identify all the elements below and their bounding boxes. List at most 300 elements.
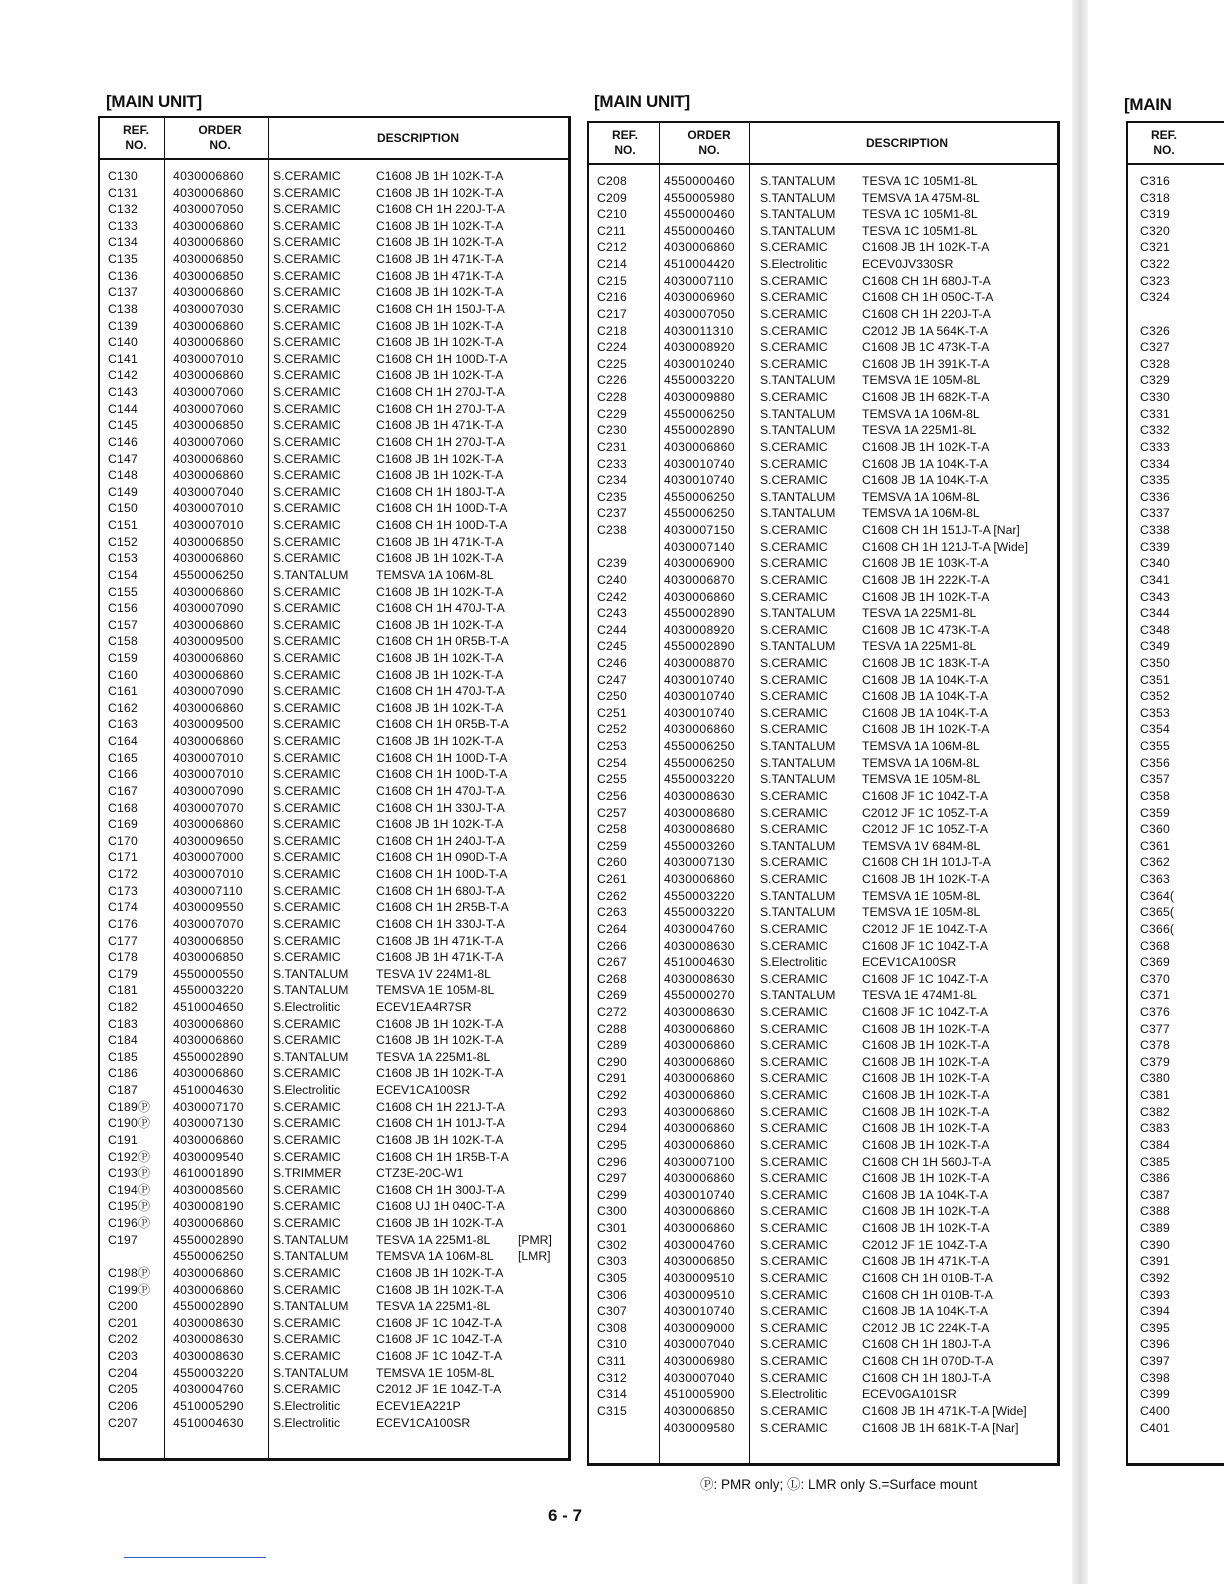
order-no: 4030006850	[664, 1403, 735, 1418]
part-type: S.CERAMIC	[760, 1337, 828, 1352]
ref-no: C289	[597, 1038, 627, 1053]
ref-no: C326	[1140, 323, 1170, 338]
ref-no: C194Ⓟ	[108, 1182, 151, 1197]
order-no: 4550006250	[664, 406, 735, 421]
part-description: C1608 CH 1H 050C-T-A	[862, 290, 994, 305]
table-row	[1128, 489, 1224, 506]
order-no: 4030007110	[173, 883, 243, 898]
table-row	[1128, 1187, 1224, 1204]
table-row	[1128, 854, 1224, 871]
part-description: C1608 JB 1H 102K-T-A	[862, 1204, 990, 1219]
table-row	[1128, 1320, 1224, 1337]
part-type: S.CERAMIC	[760, 1420, 828, 1435]
order-no: 4030006900	[664, 556, 735, 571]
table-row	[1128, 1253, 1224, 1270]
part-description: C2012 JF 1E 104Z-T-A	[862, 1237, 988, 1252]
ref-no: C269	[597, 988, 627, 1003]
order-no: 4030006860	[173, 734, 244, 749]
part-description: C1608 JB 1H 102K-T-A	[376, 734, 504, 749]
part-type: S.CERAMIC	[760, 1287, 828, 1302]
table-row	[589, 1287, 1057, 1304]
ref-no: C242	[597, 589, 627, 604]
table-row	[1128, 755, 1224, 772]
part-type: S.CERAMIC	[273, 783, 341, 798]
table-row	[100, 1099, 568, 1116]
table-row	[1128, 439, 1224, 456]
order-no: 4030007050	[664, 306, 735, 321]
part-type: S.CERAMIC	[760, 805, 828, 820]
ref-no: C327	[1140, 340, 1170, 355]
ref-no: C394	[1140, 1304, 1170, 1319]
order-no: 4030008630	[173, 1315, 244, 1330]
part-description: C1608 JB 1H 102K-T-A	[862, 872, 990, 887]
part-type: S.TANTALUM	[760, 888, 836, 903]
ref-no: C144	[108, 401, 138, 416]
ref-no: C178	[108, 950, 138, 965]
header-order	[172, 118, 268, 158]
ref-no: C157	[108, 617, 138, 632]
table-row	[589, 871, 1057, 888]
ref-no: C240	[597, 572, 627, 587]
table-row	[589, 854, 1057, 871]
header-ref-no-label: NO.	[1153, 143, 1175, 157]
table-row	[589, 1187, 1057, 1204]
table-row	[100, 766, 568, 783]
ref-no: C140	[108, 335, 138, 350]
part-type: S.CERAMIC	[760, 1104, 828, 1119]
table-row	[100, 1415, 568, 1432]
ref-no: C238	[597, 523, 627, 538]
table-row	[589, 539, 1057, 556]
part-description: TEMSVA 1E 105M-8L	[862, 905, 981, 920]
table-row	[589, 356, 1057, 373]
part-type: S.CERAMIC	[760, 1254, 828, 1269]
table-row	[1128, 938, 1224, 955]
table-row	[1128, 572, 1224, 589]
ref-no: C143	[108, 385, 138, 400]
ref-no: C400	[1140, 1403, 1170, 1418]
part-type: S.TANTALUM	[760, 606, 836, 621]
order-no: 4030010740	[664, 705, 735, 720]
ref-no: C179	[108, 966, 138, 981]
part-description: C1608 JB 1H 471K-T-A	[376, 933, 504, 948]
part-type: S.TANTALUM	[273, 1232, 349, 1247]
part-description: C1608 JB 1A 104K-T-A	[862, 473, 989, 488]
ref-no: C297	[597, 1171, 627, 1186]
ref-no: C268	[597, 971, 627, 986]
part-description: C1608 CH 1H 151J-T-A [Nar]	[862, 523, 1020, 538]
order-no: 4550003220	[664, 373, 735, 388]
table-row	[589, 323, 1057, 340]
part-description: C1608 JB 1H 102K-T-A	[862, 1021, 990, 1036]
ref-no: C379	[1140, 1054, 1170, 1069]
part-description: C1608 CH 1H 1R5B-T-A	[376, 1149, 509, 1164]
ref-no: C376	[1140, 1005, 1170, 1019]
table-header	[1128, 123, 1224, 165]
table-row	[100, 1381, 568, 1398]
ref-no: C348	[1140, 622, 1170, 637]
part-description: TESVA 1A 225M1-8L	[376, 1049, 491, 1064]
ref-no: C382	[1140, 1104, 1170, 1119]
order-no: 4030007030	[173, 301, 244, 316]
table-row	[589, 206, 1057, 223]
ref-no: C388	[1140, 1204, 1170, 1219]
table-row	[589, 472, 1057, 489]
order-no: 4030010740	[664, 456, 735, 471]
header-order	[661, 123, 757, 163]
part-type: S.CERAMIC	[760, 340, 828, 355]
ref-no: C239	[597, 556, 627, 571]
ref-no: C352	[1140, 689, 1170, 704]
table-row	[100, 1149, 568, 1166]
ref-no: C398	[1140, 1370, 1170, 1385]
part-description: C1608 JB 1H 391K-T-A	[862, 356, 990, 371]
page-number: 6 - 7	[548, 1506, 583, 1525]
ref-no: C383	[1140, 1121, 1170, 1136]
ref-no: C146	[108, 434, 138, 449]
ref-no: C200	[108, 1299, 138, 1314]
part-description: C2012 JF 1E 104Z-T-A	[862, 921, 988, 936]
ref-no: C139	[108, 318, 138, 333]
order-no: 4510004420	[664, 257, 735, 272]
order-no: 4030006860	[664, 1221, 735, 1236]
part-type: S.CERAMIC	[760, 273, 828, 288]
table-row	[589, 223, 1057, 240]
part-description: C1608 JB 1C 473K-T-A	[862, 622, 990, 637]
header-description-label: DESCRIPTION	[376, 130, 459, 145]
table-row	[589, 1220, 1057, 1237]
ref-no: C257	[597, 805, 627, 820]
order-no: 4550002890	[664, 606, 735, 621]
ref-no: C370	[1140, 971, 1170, 986]
ref-no: C209	[597, 190, 627, 205]
part-description: C1608 JB 1A 104K-T-A	[862, 456, 989, 471]
ref-no: C149	[108, 484, 138, 499]
ref-no: C132	[108, 202, 138, 217]
order-no: 4030006860	[173, 468, 244, 483]
ref-no: C206	[108, 1398, 138, 1413]
part-description: C1608 CH 1H 330J-T-A	[376, 800, 505, 815]
part-description: C1608 JB 1H 102K-T-A	[376, 1033, 504, 1048]
table-row	[589, 805, 1057, 822]
table-row	[589, 938, 1057, 955]
table-row	[1128, 921, 1224, 938]
table-row	[1128, 339, 1224, 356]
part-description: C1608 JB 1A 104K-T-A	[862, 1187, 989, 1202]
ref-no: C361	[1140, 838, 1170, 853]
part-type: S.CERAMIC	[760, 523, 828, 538]
part-type: S.CERAMIC	[273, 268, 341, 283]
order-no: 4550003220	[173, 1365, 244, 1380]
ref-no: C193Ⓟ	[108, 1166, 151, 1181]
ref-no: C392	[1140, 1270, 1170, 1285]
ref-no: C299	[597, 1187, 627, 1202]
table-row	[1128, 622, 1224, 639]
part-description: C1608 CH 1H 180J-T-A	[376, 484, 505, 499]
ref-no: C205	[108, 1382, 138, 1397]
part-description: TESVA 1E 474M1-8L	[862, 988, 977, 1003]
part-description: C1608 JB 1H 102K-T-A	[376, 650, 504, 665]
order-no: 4030007060	[173, 434, 244, 449]
part-type: S.CERAMIC	[273, 1116, 341, 1131]
header-ref-label: REF.	[122, 123, 149, 137]
order-no: 4550006250	[664, 755, 735, 770]
ref-no: C365(	[1140, 905, 1175, 920]
ref-no: C177	[108, 933, 138, 948]
ref-no: C262	[597, 888, 627, 903]
ref-no: C131	[108, 185, 138, 200]
table-row	[100, 949, 568, 966]
table-row	[1128, 788, 1224, 805]
part-type: S.Electrolitic	[760, 257, 828, 272]
part-description: TEMSVA 1E 105M-8L	[862, 888, 981, 903]
ref-no: C169	[108, 817, 138, 832]
ref-no: C397	[1140, 1354, 1170, 1369]
part-type: S.CERAMIC	[273, 1066, 341, 1081]
table-row	[1128, 1287, 1224, 1304]
part-description: C1608 CH 1H 470J-T-A	[376, 601, 505, 616]
order-no: 4030006860	[173, 335, 244, 350]
part-description: TESVA 1A 225M1-8L	[862, 606, 977, 621]
table-row	[589, 1386, 1057, 1403]
ref-no: C145	[108, 418, 138, 433]
order-no: 4550000270	[664, 988, 735, 1003]
order-no: 4550000550	[173, 966, 244, 981]
table-header	[100, 118, 568, 160]
part-description: TESVA 1A 225M1-8L	[376, 1232, 491, 1247]
part-type: S.CERAMIC	[760, 1370, 828, 1385]
table-row	[1128, 1037, 1224, 1054]
part-description: C1608 JB 1H 102K-T-A	[862, 1054, 990, 1069]
order-no: 4030006850	[173, 950, 244, 965]
ref-no: C174	[108, 900, 138, 915]
ref-no: C171	[108, 850, 138, 865]
part-description: TESVA 1A 225M1-8L	[376, 1299, 491, 1314]
ref-no: C187	[108, 1083, 138, 1098]
part-type: S.CERAMIC	[273, 1016, 341, 1031]
ref-no: C295	[597, 1137, 627, 1152]
table-row	[100, 417, 568, 434]
part-type: S.CERAMIC	[273, 1265, 341, 1280]
table-row	[1128, 1170, 1224, 1187]
table-row	[1128, 971, 1224, 988]
table-row	[100, 1298, 568, 1315]
ref-no: C260	[597, 855, 627, 870]
part-type: S.CERAMIC	[273, 318, 341, 333]
part-description: C1608 CH 1H 010B-T-A	[862, 1287, 993, 1302]
table-row	[1128, 1270, 1224, 1287]
ref-no: C168	[108, 800, 138, 815]
part-type: S.CERAMIC	[760, 390, 828, 405]
part-type: S.CERAMIC	[273, 1099, 341, 1114]
table-row	[589, 505, 1057, 522]
ref-no: C288	[597, 1021, 627, 1036]
ref-no: C163	[108, 717, 138, 732]
part-type: S.CERAMIC	[760, 722, 828, 737]
table-row	[1128, 1353, 1224, 1370]
ref-no: C329	[1140, 373, 1170, 388]
part-type: S.CERAMIC	[760, 855, 828, 870]
table-row	[1128, 904, 1224, 921]
ref-no: C158	[108, 634, 138, 649]
part-type: S.CERAMIC	[760, 938, 828, 953]
ref-no: C224	[597, 340, 627, 355]
part-type: S.CERAMIC	[273, 750, 341, 765]
part-description: C1608 CH 1H 240J-T-A	[376, 833, 505, 848]
ref-no: C381	[1140, 1088, 1170, 1103]
header-ref-no-label: NO.	[125, 138, 147, 152]
table-row	[100, 783, 568, 800]
part-description: C1608 JF 1C 104Z-T-A	[376, 1332, 502, 1347]
order-no: 4030010240	[664, 356, 735, 371]
part-description: C1608 JB 1A 104K-T-A	[862, 705, 989, 720]
table-row	[100, 733, 568, 750]
table-row	[589, 239, 1057, 256]
part-description: TEMSVA 1E 105M-8L	[376, 983, 495, 998]
table-row	[100, 401, 568, 418]
ref-no: C261	[597, 872, 627, 887]
table-row	[100, 301, 568, 318]
part-description: TEMSVA 1A 106M-8L	[862, 739, 980, 754]
part-type: S.CERAMIC	[273, 800, 341, 815]
table-row	[589, 838, 1057, 855]
order-no: 4030009510	[664, 1287, 735, 1302]
order-no: 4550006250	[664, 506, 735, 521]
table-row	[589, 389, 1057, 406]
table-row	[1128, 206, 1224, 223]
ref-no: C191	[108, 1132, 138, 1147]
table-row	[100, 800, 568, 817]
ref-no: C264	[597, 921, 627, 936]
ref-no: C359	[1140, 805, 1170, 820]
table-row	[1128, 273, 1224, 290]
table-row	[100, 534, 568, 551]
order-no: 4550002890	[173, 1232, 244, 1247]
order-no: 4030006860	[664, 1121, 735, 1136]
part-type: S.CERAMIC	[273, 434, 341, 449]
part-description: TEMSVA 1A 475M-8L	[862, 190, 980, 205]
order-no: 4030007060	[173, 385, 244, 400]
part-type: S.CERAMIC	[760, 240, 828, 255]
ref-no: C390	[1140, 1237, 1170, 1252]
part-description: C1608 JB 1H 102K-T-A	[862, 589, 990, 604]
part-description: C1608 CH 1H 010B-T-A	[862, 1270, 993, 1285]
part-type: S.CERAMIC	[273, 617, 341, 632]
order-no: 4030004760	[664, 1237, 735, 1252]
header-description	[268, 118, 568, 158]
table-row	[100, 883, 568, 900]
ref-no: C393	[1140, 1287, 1170, 1302]
table-row	[589, 1154, 1057, 1171]
ref-no: C148	[108, 468, 138, 483]
table-row	[589, 422, 1057, 439]
ref-no: C203	[108, 1349, 138, 1364]
part-type: S.CERAMIC	[273, 1132, 341, 1147]
part-type: S.CERAMIC	[273, 518, 341, 533]
ref-no: C197	[108, 1232, 138, 1247]
table-row	[100, 866, 568, 883]
ref-no: C307	[597, 1304, 627, 1319]
ref-no: C362	[1140, 855, 1170, 870]
order-no: 4030010740	[664, 1187, 735, 1202]
order-no: 4030007000	[173, 850, 244, 865]
table-row	[1128, 738, 1224, 755]
table-row	[1128, 1403, 1224, 1420]
order-no: 4030008630	[173, 1332, 244, 1347]
part-description: C1608 JB 1H 471K-T-A	[376, 534, 504, 549]
table-row	[100, 750, 568, 767]
ref-no: C321	[1140, 240, 1170, 255]
part-type: S.CERAMIC	[273, 1216, 341, 1231]
ref-no: C252	[597, 722, 627, 737]
order-no: 4550006250	[173, 1249, 244, 1264]
ref-no: C267	[597, 955, 627, 970]
order-no: 4030006860	[664, 722, 735, 737]
order-no: 4510004630	[664, 955, 735, 970]
ref-no: C156	[108, 601, 138, 616]
part-type: S.CERAMIC	[273, 202, 341, 217]
ref-no: C233	[597, 456, 627, 471]
ref-no: C360	[1140, 822, 1170, 837]
part-type: S.CERAMIC	[273, 351, 341, 366]
part-type: S.TANTALUM	[760, 174, 836, 188]
ref-no: C303	[597, 1254, 627, 1269]
order-no: 4030007100	[664, 1154, 735, 1169]
table-row	[1128, 688, 1224, 705]
ref-no: C176	[108, 916, 138, 931]
ref-no: C254	[597, 755, 627, 770]
table-row	[100, 1049, 568, 1066]
ref-no: C308	[597, 1320, 627, 1335]
part-description: C1608 JB 1H 102K-T-A	[376, 468, 504, 483]
table-row	[100, 251, 568, 268]
part-type: S.CERAMIC	[760, 655, 828, 670]
order-no: 4030008920	[664, 622, 735, 637]
part-type: S.CERAMIC	[273, 368, 341, 383]
part-type: S.CERAMIC	[760, 872, 828, 887]
ref-no: C190Ⓟ	[108, 1116, 151, 1131]
part-type: S.CERAMIC	[760, 1005, 828, 1019]
part-description: C1608 CH 1H 220J-T-A	[862, 306, 991, 321]
table-row	[589, 672, 1057, 689]
ref-no: C339	[1140, 539, 1170, 554]
ref-no: C349	[1140, 639, 1170, 654]
part-description: C1608 JB 1H 102K-T-A	[862, 1137, 990, 1152]
table-row	[589, 721, 1057, 738]
ref-no: C350	[1140, 655, 1170, 670]
part-description: C1608 CH 1H 0R5B-T-A	[376, 634, 509, 649]
table-row	[589, 339, 1057, 356]
part-description: C1608 JB 1H 102K-T-A	[862, 1088, 990, 1103]
part-type: S.CERAMIC	[760, 556, 828, 571]
part-description: C1608 JB 1H 102K-T-A	[376, 285, 504, 300]
part-type: S.TANTALUM	[273, 1299, 349, 1314]
ref-no: C344	[1140, 606, 1170, 621]
table-row	[100, 318, 568, 335]
ref-no: C391	[1140, 1254, 1170, 1269]
part-type: S.CERAMIC	[760, 1171, 828, 1186]
ref-no: C202	[108, 1332, 138, 1347]
ref-no: C399	[1140, 1387, 1170, 1402]
part-type: S.TANTALUM	[760, 207, 836, 222]
ref-no: C229	[597, 406, 627, 421]
table-row	[589, 1403, 1057, 1420]
table-row	[589, 1370, 1057, 1387]
table-row	[589, 771, 1057, 788]
table-row	[1128, 1303, 1224, 1320]
table-row	[100, 500, 568, 517]
table-row	[589, 1120, 1057, 1137]
